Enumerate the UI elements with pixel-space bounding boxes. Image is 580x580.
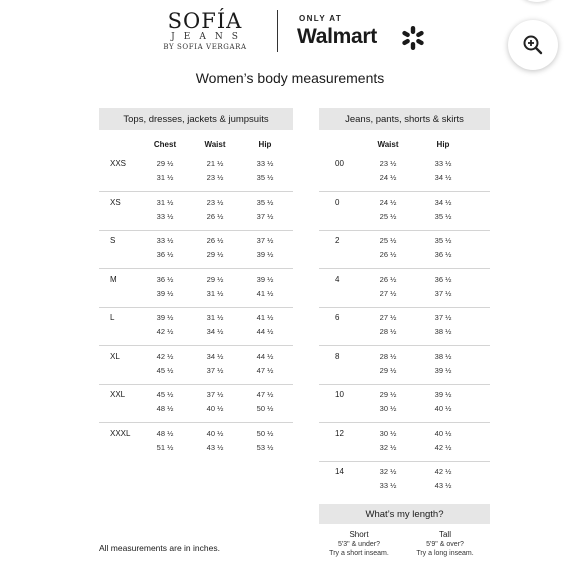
length-header: What’s my length? [319,504,490,524]
row-divider [99,384,293,385]
row-divider [319,461,490,462]
row-divider [319,307,490,308]
size-label-4: 4 [335,274,340,284]
row-divider [99,307,293,308]
measurement-cell: 39 ½ [256,250,274,259]
measurement-cell: 29 ½ [206,250,224,259]
measurement-cell: 33 ½ [379,481,397,490]
measurement-cell: 39 ½ [256,274,274,284]
measurement-cell: 28 ½ [379,327,397,336]
row-divider [319,230,490,231]
measurement-cell: 39 ½ [434,365,452,375]
measurement-cell: 39 ½ [434,390,452,399]
measurement-cell: 30 ½ [379,428,397,438]
column-header-waist: Waist [204,140,226,149]
size-label-2: 2 [335,236,340,245]
column-header-chest: Chest [153,140,177,149]
logo-by-line: BY SOFIA VERGARA [163,43,247,51]
row-divider [99,345,293,346]
measurement-footnote: All measurements are in inches. [99,543,220,553]
tops-table-header: Tops, dresses, jackets & jumpsuits [99,108,293,130]
walmart-spark-icon [397,25,429,51]
tall-title: Tall [438,530,451,539]
measurement-cell: 31 ½ [206,288,224,298]
size-label-10: 10 [335,390,344,399]
zoom-in-icon [522,34,544,56]
measurement-cell: 29 ½ [379,390,397,399]
size-label-14: 14 [335,467,344,476]
measurement-cell: 45 ½ [156,365,174,375]
short-title: Short [349,530,369,539]
measurement-cell: 27 ½ [379,313,397,322]
measurement-cell: 33 ½ [156,211,174,221]
brand-header [0,0,580,60]
measurement-cell: 35 ½ [434,211,452,221]
measurement-cell: 26 ½ [206,211,224,221]
size-label-12: 12 [335,428,344,438]
bottoms-table-header: Jeans, pants, shorts & skirts [319,108,490,130]
measurement-cell: 48 ½ [156,428,174,438]
measurement-cell: 25 ½ [379,236,397,245]
measurement-cell: 24 ½ [379,197,397,207]
measurement-cell: 21 ½ [206,159,224,168]
measurement-cell: 50 ½ [256,428,274,438]
measurement-cell: 23 ½ [379,159,397,168]
measurement-cell: 43 ½ [434,481,452,490]
row-divider [99,191,293,192]
row-divider [99,422,293,423]
measurement-cell: 40 ½ [206,428,224,438]
measurement-cell: 35 ½ [434,236,452,245]
measurement-cell: 36 ½ [434,250,452,259]
measurement-cell: 45 ½ [156,390,174,399]
size-label-xl: XL [110,351,120,361]
measurement-cell: 53 ½ [256,442,274,452]
measurement-cell: 50 ½ [256,404,274,413]
measurement-cell: 26 ½ [379,274,397,284]
short-advice: Try a short inseam. [329,550,389,557]
row-divider [99,230,293,231]
size-label-xxl: XXL [110,390,126,399]
measurement-cell: 27 ½ [379,288,397,298]
measurement-cell: 37 ½ [206,365,224,375]
measurement-cell: 31 ½ [156,173,174,182]
measurement-cell: 34 ½ [434,173,452,182]
measurement-cell: 32 ½ [379,467,397,476]
measurement-cell: 31 ½ [206,313,224,322]
measurement-cell: 44 ½ [256,327,274,336]
only-at-label: ONLY AT [299,14,343,23]
measurement-cell: 29 ½ [379,365,397,375]
measurement-cell: 48 ½ [156,404,174,413]
measurement-cell: 23 ½ [206,197,224,207]
measurement-cell: 33 ½ [434,159,452,168]
short-length-info [319,530,399,558]
size-label-l: L [110,313,115,322]
measurement-cell: 39 ½ [156,313,174,322]
measurement-cell: 47 ½ [256,365,274,375]
measurement-cell: 37 ½ [256,211,274,221]
measurement-cell: 26 ½ [379,250,397,259]
size-label-s: S [110,236,116,245]
measurement-cell: 37 ½ [256,236,274,245]
measurement-cell: 36 ½ [434,274,452,284]
row-divider [319,384,490,385]
measurement-cell: 33 ½ [256,159,274,168]
page-title: Women’s body measurements [195,70,385,86]
row-divider [319,422,490,423]
measurement-cell: 34 ½ [206,351,224,361]
walmart-logo-text: Walmart [297,25,377,48]
measurement-cell: 23 ½ [206,173,224,182]
measurement-cell: 35 ½ [256,197,274,207]
row-divider [319,191,490,192]
measurement-cell: 30 ½ [379,404,397,413]
size-label-m: M [110,274,117,284]
tall-height: 5'9" & over? [426,541,464,548]
measurement-cell: 41 ½ [256,288,274,298]
column-header-hip: Hip [258,140,272,149]
measurement-cell: 38 ½ [434,327,452,336]
measurement-cell: 33 ½ [156,236,174,245]
measurement-cell: 51 ½ [156,442,174,452]
measurement-cell: 35 ½ [256,173,274,182]
measurement-cell: 42 ½ [156,327,174,336]
measurement-cell: 40 ½ [206,404,224,413]
size-label-6: 6 [335,313,340,322]
size-label-00: 00 [335,159,344,168]
measurement-cell: 42 ½ [434,442,452,452]
measurement-cell: 37 ½ [434,313,452,322]
size-label-xxxl: XXXL [110,428,131,438]
measurement-cell: 42 ½ [156,351,174,361]
sofia-jeans-logo [150,10,260,52]
measurement-cell: 40 ½ [434,404,452,413]
logo-jeans: JEANS [171,32,247,42]
measurement-cell: 29 ½ [206,274,224,284]
row-divider [319,345,490,346]
measurement-cell: 32 ½ [379,442,397,452]
size-label-8: 8 [335,351,340,361]
measurement-cell: 37 ½ [434,288,452,298]
measurement-cell: 38 ½ [434,351,452,361]
row-divider [99,268,293,269]
logo-divider [277,10,278,52]
logo-sofia: SOFÍA [167,9,243,33]
measurement-cell: 43 ½ [206,442,224,452]
measurement-cell: 26 ½ [206,236,224,245]
measurement-cell: 29 ½ [156,159,174,168]
row-divider [319,268,490,269]
size-label-xxs: XXS [110,159,127,168]
measurement-cell: 42 ½ [434,467,452,476]
measurement-cell: 37 ½ [206,390,224,399]
measurement-cell: 36 ½ [156,250,174,259]
measurement-cell: 34 ½ [206,327,224,336]
measurement-cell: 25 ½ [379,211,397,221]
size-label-0: 0 [335,197,340,207]
measurement-cell: 47 ½ [256,390,274,399]
column-header-waist: Waist [377,140,399,149]
short-height: 5'3" & under? [338,541,380,548]
tall-length-info [405,530,485,558]
measurement-cell: 44 ½ [256,351,274,361]
measurement-cell: 39 ½ [156,288,174,298]
measurement-cell: 40 ½ [434,428,452,438]
measurement-cell: 34 ½ [434,197,452,207]
measurement-cell: 31 ½ [156,197,174,207]
measurement-cell: 36 ½ [156,274,174,284]
size-label-xs: XS [110,197,121,207]
tall-advice: Try a long inseam. [416,550,474,557]
measurement-cell: 28 ½ [379,351,397,361]
column-header-hip: Hip [436,140,450,149]
measurement-cell: 24 ½ [379,173,397,182]
zoom-button[interactable] [508,20,558,70]
measurement-cell: 41 ½ [256,313,274,322]
